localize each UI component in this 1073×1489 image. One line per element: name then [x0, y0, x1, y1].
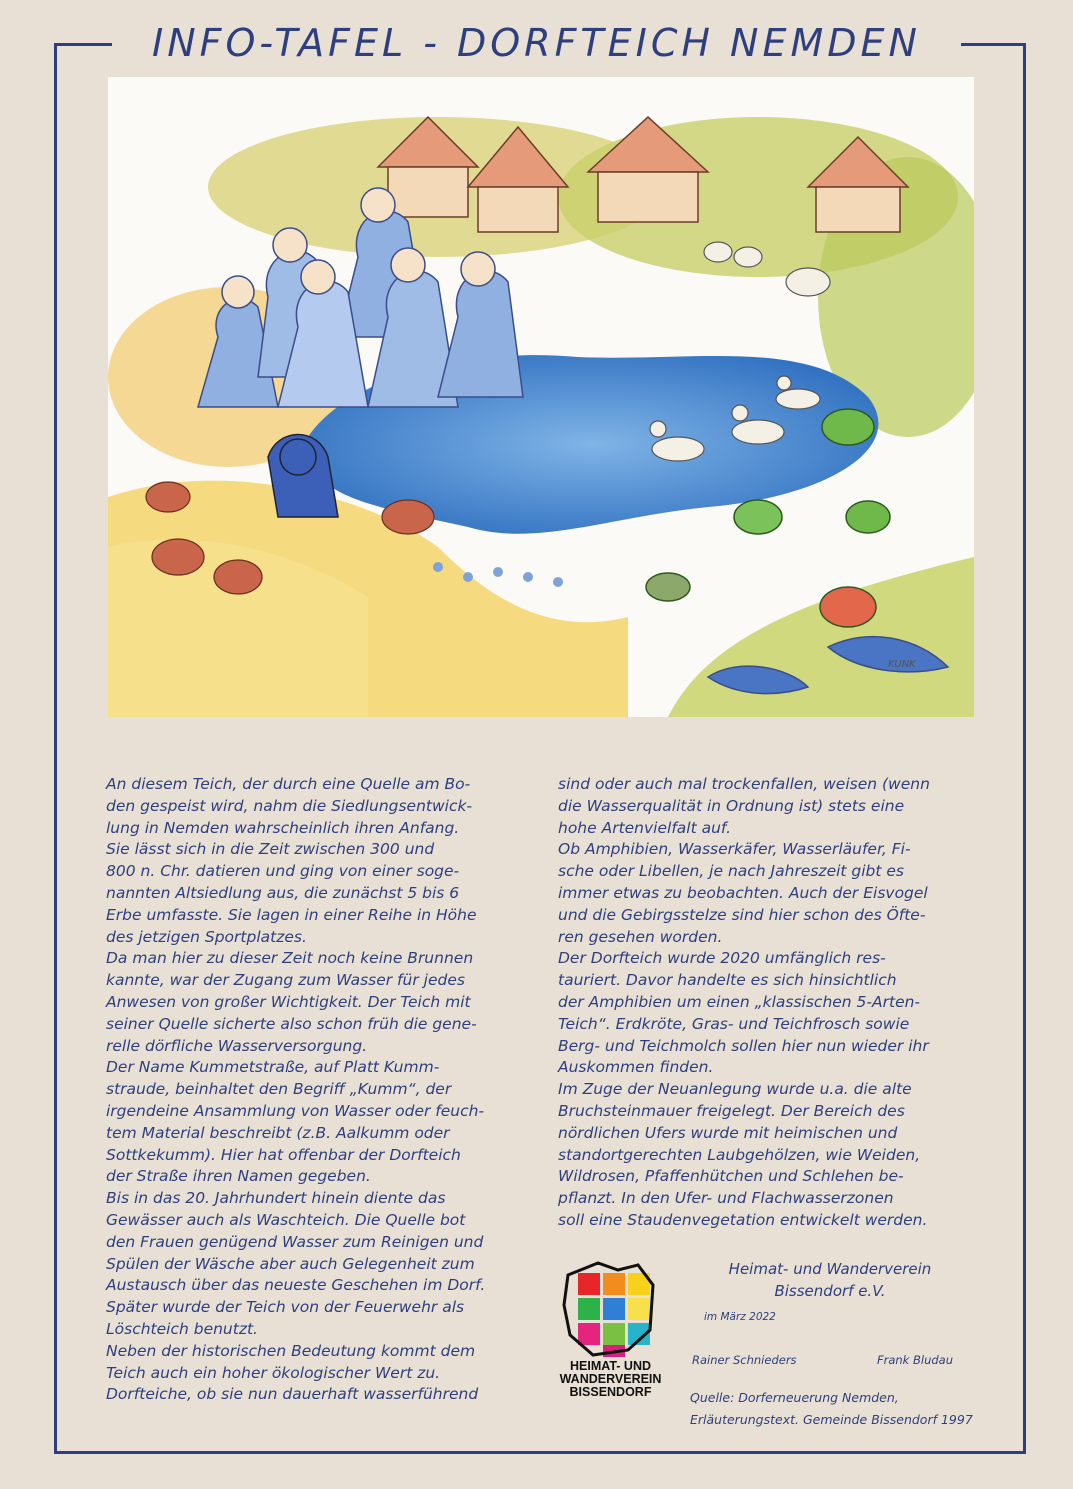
text-line: Auskommen finden.	[558, 1058, 714, 1077]
text-line: sind oder auch mal trockenfallen, weisen (wenn	[558, 775, 930, 793]
text-line: Da man hier zu dieser Zeit noch keine Brunnen	[106, 949, 474, 968]
logo-color-tile	[603, 1298, 625, 1320]
logo-color-tile	[628, 1298, 650, 1320]
text-column-left	[106, 774, 534, 1406]
club-logo-graphic	[558, 1255, 668, 1365]
text-line: Bis in das 20. Jahrhundert hinein diente das	[106, 1189, 446, 1208]
text-line: 800 n. Chr. datieren und ging von einer soge-	[106, 862, 460, 881]
page-title: INFO-TAFEL - DORFTEICH NEMDEN	[112, 18, 961, 68]
text-line: Dorfteiche, ob sie nun dauerhaft wasserführend	[106, 1385, 479, 1404]
text-line: immer etwas zu beobachten. Auch der Eisvogel	[558, 883, 928, 902]
text-line: Im Zuge der Neuanlegung wurde u.a. die alte	[558, 1080, 912, 1099]
source-line-2: Erläuterungstext. Gemeinde Bissendorf 1997	[690, 1412, 973, 1427]
text-line: hohe Artenvielfalt auf.	[558, 818, 732, 837]
text-line: Wildrosen, Pfaffenhütchen und Schlehen be-	[558, 1167, 904, 1186]
pond-illustration	[108, 77, 974, 717]
org-name-line2: Bissendorf e.V.	[774, 1282, 886, 1300]
logo-caption-line1: HEIMAT- UND	[569, 1359, 651, 1373]
text-line: nannten Altsiedlung aus, die zunächst 5 bis 6	[106, 883, 460, 902]
logo-color-tile	[578, 1273, 600, 1295]
text-line: Der Dorfteich wurde 2020 umfänglich res-	[558, 949, 886, 968]
text-line: relle dörfliche Wasserversorgung.	[106, 1036, 368, 1055]
signatory-name-1: Rainer Schnieders	[692, 1353, 797, 1367]
text-line: kannte, war der Zugang zum Wasser für jedes	[106, 971, 465, 990]
org-name-line1: Heimat- und Wanderverein	[728, 1260, 932, 1278]
text-line: tauriert. Davor handelte es sich hinsichtlich	[558, 971, 897, 990]
text-column-right	[558, 774, 983, 1232]
text-line: An diesem Teich, der durch eine Quelle am Bo-	[106, 775, 471, 793]
text-line: Anwesen von großer Wichtigkeit. Der Teich mit	[106, 992, 471, 1011]
illustrator-signature: KUNK	[888, 659, 916, 670]
text-line: Ob Amphibien, Wasserkäfer, Wasserläufer, Fi-	[558, 840, 911, 859]
text-line: Spülen der Wäsche aber auch Gelegenheit zum	[106, 1254, 475, 1273]
text-line: nördlichen Ufers wurde mit heimischen und	[558, 1123, 898, 1142]
text-line: tem Material beschreibt (z.B. Aalkumm oder	[106, 1123, 450, 1142]
text-line: Teich auch ein hoher ökologischer Wert zu.	[106, 1363, 441, 1382]
logo-color-tile	[578, 1323, 600, 1345]
text-line: soll eine Staudenvegetation entwickelt werden.	[558, 1210, 928, 1229]
text-line: der Amphibien um einen „klassischen 5-Arten-	[558, 992, 921, 1011]
text-line: Später wurde der Teich von der Feuerwehr als	[106, 1298, 465, 1317]
text-line: Sottkekumm). Hier hat offenbar der Dorfteich	[106, 1145, 461, 1164]
text-line: Austausch über das neueste Geschehen im Dorf.	[106, 1276, 486, 1295]
text-line: Teich“. Erdkröte, Gras- und Teichfrosch sowie	[558, 1014, 910, 1033]
text-line: lung in Nemden wahrscheinlich ihren Anfang.	[106, 818, 460, 837]
title-wrapper	[0, 18, 1073, 68]
text-line: den Frauen genügend Wasser zum Reinigen und	[106, 1232, 484, 1251]
text-line: straude, beinhaltet den Begriff „Kumm“, der	[106, 1080, 452, 1099]
text-line: und die Gebirgsstelze sind hier schon des Öfte-	[558, 905, 926, 924]
text-line: die Wasserqualität in Ordnung ist) stets eine	[558, 796, 905, 815]
text-line: Löschteich benutzt.	[106, 1319, 258, 1338]
logo-color-tile	[603, 1323, 625, 1345]
logo-color-tile	[578, 1298, 600, 1320]
text-line: ren gesehen worden.	[558, 927, 723, 946]
text-line: Neben der historischen Bedeutung kommt dem	[106, 1341, 476, 1360]
text-line: Bruchsteinmauer freigelegt. Der Bereich des	[558, 1101, 905, 1120]
issue-date: im März 2022	[704, 1311, 776, 1323]
source-line-1: Quelle: Dorferneuerung Nemden,	[690, 1390, 899, 1405]
text-line: den gespeist wird, nahm die Siedlungsentwick-	[106, 796, 473, 815]
text-line: seiner Quelle sicherte also schon früh die gene-	[106, 1014, 477, 1033]
logo-caption-line3: BISSENDORF	[569, 1385, 652, 1399]
text-line: pflanzt. In den Ufer- und Flachwasserzonen	[558, 1189, 894, 1208]
text-line: Gewässer auch als Waschteich. Die Quelle bot	[106, 1210, 466, 1229]
illustration-drawing	[108, 77, 974, 717]
signatory-name-2: Frank Bludau	[877, 1353, 954, 1367]
text-line: Der Name Kummetstraße, auf Platt Kumm-	[106, 1058, 440, 1077]
text-line: irgendeine Ansammlung von Wasser oder feuch-	[106, 1101, 485, 1120]
text-line: standortgerechten Laubgehölzen, wie Weiden,	[558, 1145, 921, 1164]
text-line: des jetzigen Sportplatzes.	[106, 927, 307, 946]
text-line: sche oder Libellen, je nach Jahreszeit gibt es	[558, 862, 905, 881]
logo-color-tile	[603, 1273, 625, 1295]
text-line: Berg- und Teichmolch sollen hier nun wieder ihr	[558, 1036, 929, 1055]
text-line: Sie lässt sich in die Zeit zwischen 300 und	[106, 840, 435, 859]
text-line: der Straße ihren Namen gegeben.	[106, 1167, 371, 1186]
logo-caption	[558, 1360, 663, 1399]
text-line: Erbe umfasste. Sie lagen in einer Reihe in Höhe	[106, 905, 477, 924]
logo-caption-line2: WANDERVEREIN	[559, 1372, 662, 1386]
